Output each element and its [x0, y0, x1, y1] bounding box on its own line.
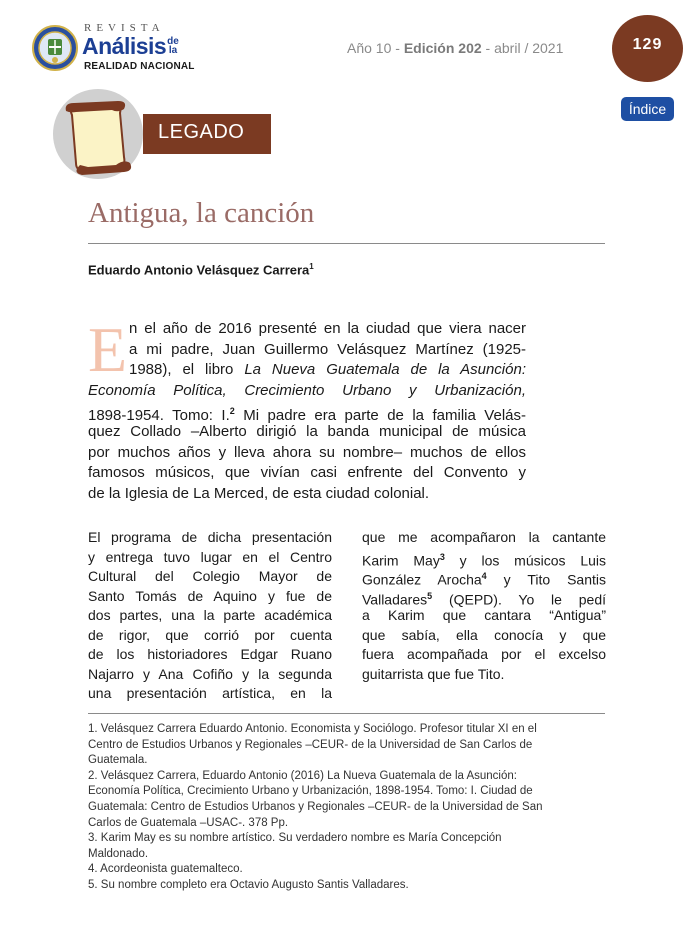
body-column-left: [88, 528, 332, 704]
column-line: Cultural del Colegio Mayor de: [88, 568, 332, 584]
book-title: La Nueva Guatemala de la Asunción:: [244, 361, 526, 379]
index-button[interactable]: Índice: [621, 97, 674, 121]
logo-dela-text: de la: [167, 36, 179, 56]
logo-analisis-text: Análisis: [82, 33, 167, 59]
column-line: que me acompañaron la cantante: [362, 529, 606, 545]
intro-paragraph: [88, 314, 527, 504]
footnote-line: Centro de Estudios Urbanos y Regionales –CEUR- de la Universidad de San Carlos de: [88, 738, 533, 751]
footnote-ref-2[interactable]: 2: [229, 406, 235, 417]
column-line: de rigor, que corrió por cuenta: [88, 626, 332, 643]
intro-line: quez Collado –Alberto dirigió la banda municipal de música: [88, 422, 526, 440]
footnote-ref-5[interactable]: 5: [427, 590, 433, 601]
intro-line: famosos músicos, que vivían casi enfrente del Convento y: [88, 464, 526, 482]
issue-separator: -: [485, 40, 491, 56]
intro-line: 1898-1954. Tomo: I.$^2$ Mi padre era parte de la familia Velás-: [88, 406, 527, 425]
footnote-line: 1. Velásquez Carrera Eduardo Antonio. Economista y Sociólogo. Profesor titular XI en el: [88, 723, 537, 735]
column-line: una presentación artística, en la: [88, 685, 332, 701]
logo-realidad-text: REALIDAD NACIONAL: [84, 61, 195, 72]
column-line: que sabía, ella conocía y que: [362, 626, 606, 643]
drop-cap: E: [88, 314, 128, 385]
column-line: Karim May$^3$ y los músicos Luis: [362, 551, 607, 569]
column-line: González Arocha$^4$ y Tito Santis: [362, 571, 606, 588]
intro-line: 1988), el libro La Nueva Guatemala de la Asunción:: [129, 361, 526, 379]
intro-line: a mi padre, Juan Guillermo Velásquez Martínez (1925-: [129, 340, 526, 358]
issue-year: Año 10: [347, 40, 392, 56]
article-author: [88, 262, 314, 277]
footnote-line: 4. Acordeonista guatemalteco.: [88, 863, 243, 876]
footnote-line: 5. Su nombre completo era Octavio Augusto Santis Valladares.: [88, 878, 409, 891]
column-line: Santo Tomás de Aquino y fue de: [88, 587, 332, 604]
intro-line: por muchos años y lleva ahora su nombre– muchos de ellos: [88, 443, 526, 461]
footnote-line: 3. Karim May es su nombre artístico. Su verdadero nombre es María Concepción: [88, 832, 502, 845]
issue-info: [347, 40, 563, 56]
footnote-line: Guatemala: Centro de Estudios Urbanos y Regionales –CEUR- de la Universidad de San: [88, 800, 543, 813]
parchment-scroll-icon: [58, 95, 140, 177]
body-column-right: [362, 528, 606, 684]
author-name: Eduardo Antonio Velásquez Carrera: [88, 262, 310, 278]
footnote-line: Carlos de Guatemala –USAC-. 378 Pp.: [88, 816, 289, 829]
footnote-line: 2. Velásquez Carrera, Eduardo Antonio (2016) La Nueva Guatemala de la Asunción:: [88, 769, 517, 782]
column-line: de los historiadores Edgar Ruano: [88, 646, 332, 662]
column-line: El programa de dicha presentación: [88, 529, 332, 545]
footnote-ref-1[interactable]: 1: [309, 262, 314, 271]
footnote-line: Guatemala.: [88, 754, 148, 767]
coat-of-arms-logo-icon: [32, 25, 78, 71]
intro-line: de la Iglesia de La Merced, de esta ciudad colonial.: [88, 484, 430, 502]
issue-date: abril / 2021: [494, 40, 564, 56]
footnote-line: Economía Política, Crecimiento Urbano y Urbanización, 1898-1954. Tomo: I. Ciudad de: [88, 785, 533, 798]
column-line: a Karim que cantara “Antigua”: [362, 607, 606, 623]
book-title: Economía Política, Crecimiento Urbano y Urbanización,: [88, 381, 526, 399]
issue-edition: Edición 202: [403, 40, 482, 56]
column-line: Najarro y Ana Cofiño y la segunda: [88, 665, 332, 682]
column-line: Valladares$^5$ (QEPD). Yo le pedí: [362, 590, 606, 608]
footnotes: [88, 722, 608, 894]
intro-line: n el año de 2016 presenté en la ciudad que viera nacer: [129, 320, 526, 337]
page-number-badge: 129: [612, 15, 683, 82]
footnotes-divider: [88, 713, 605, 714]
logo-revista-text: REVISTA: [84, 22, 165, 34]
footnote-line: Maldonado.: [88, 847, 149, 860]
article-title: Antigua, la canción: [88, 197, 315, 229]
intro-line: [88, 381, 526, 402]
title-divider: [88, 243, 605, 244]
section-label: LEGADO: [158, 121, 245, 143]
column-line: y entrega tuvo lugar en el Centro: [88, 548, 332, 565]
footnote-ref-4[interactable]: 4: [481, 571, 487, 581]
column-line: dos partes, una la parte académica: [88, 607, 332, 623]
column-line: guitarrista que fue Tito.: [362, 665, 505, 682]
column-line: fuera acompañada por el excelso: [362, 646, 606, 662]
footnote-ref-3[interactable]: 3: [439, 551, 445, 562]
issue-separator: -: [395, 40, 400, 56]
